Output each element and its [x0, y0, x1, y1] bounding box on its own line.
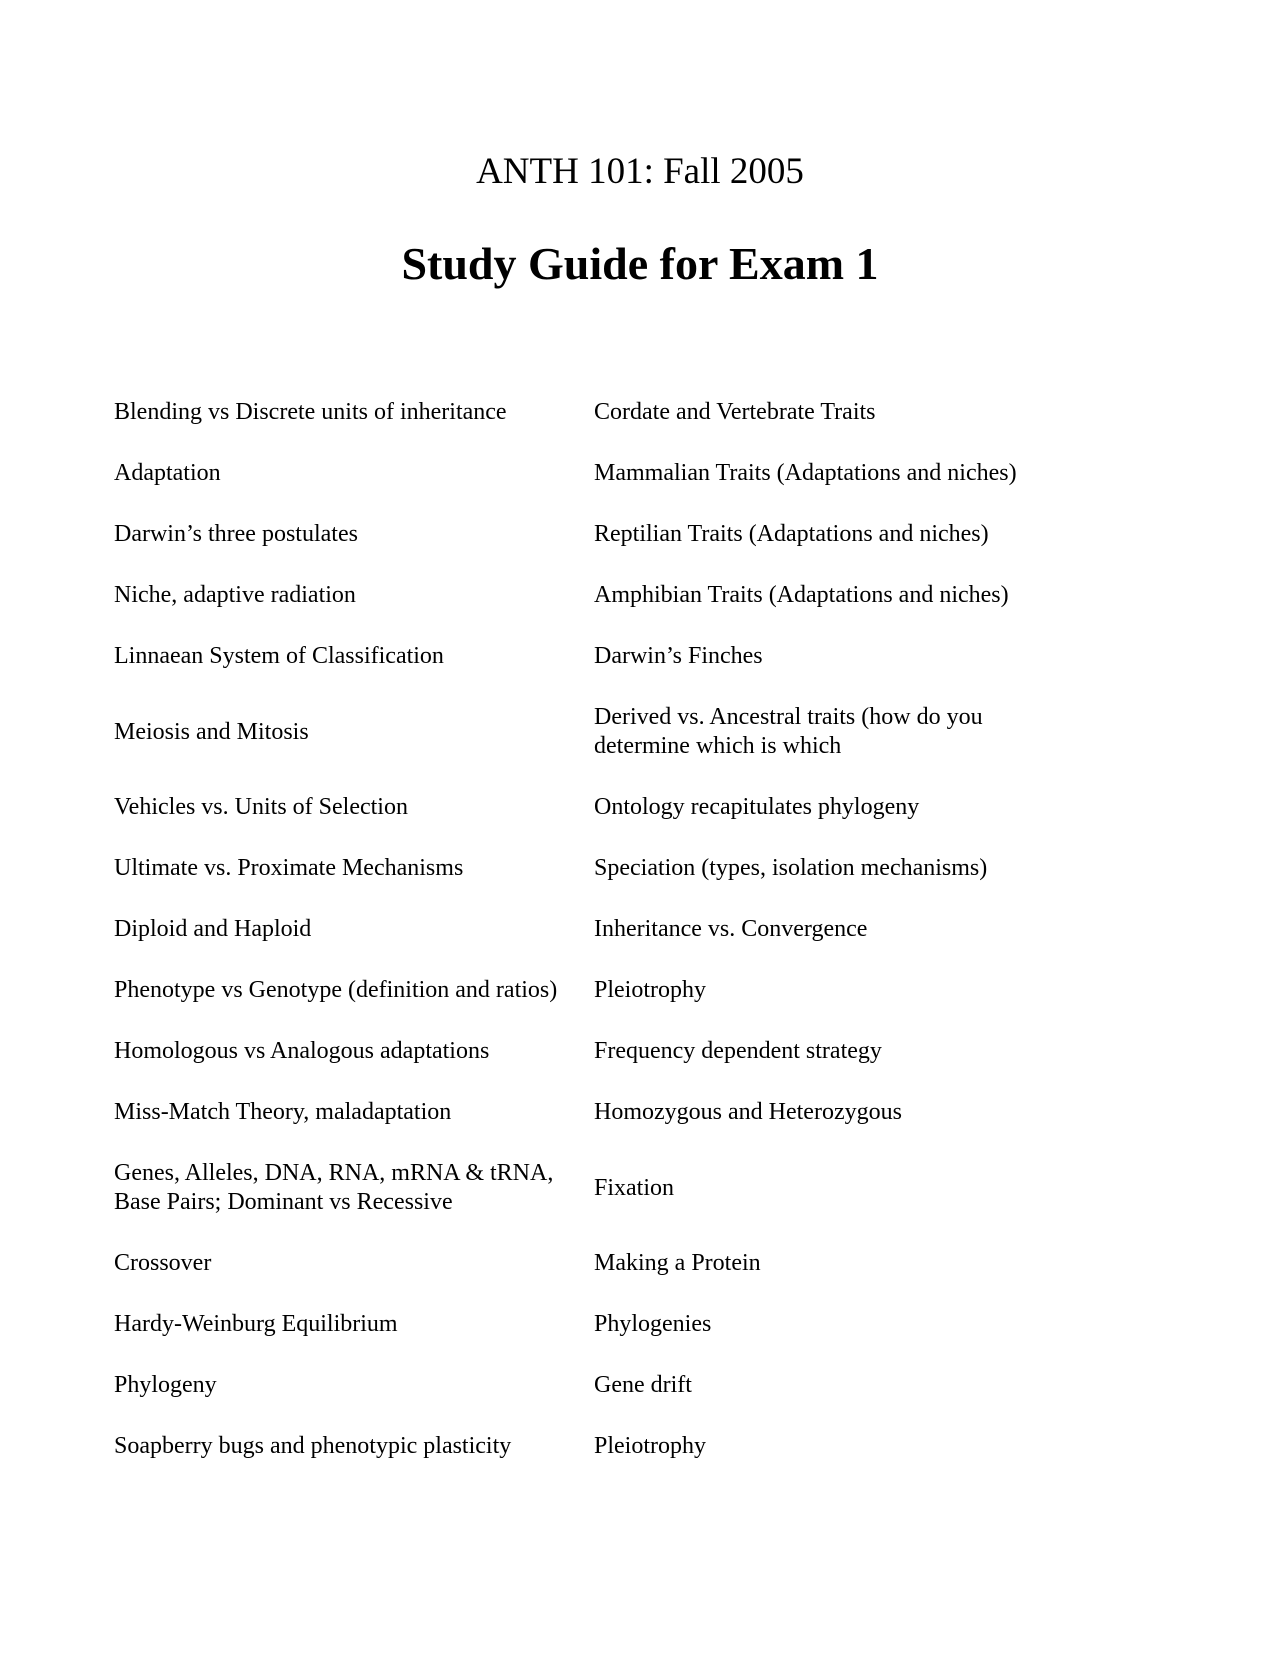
topic-left: Vehicles vs. Units of Selection	[114, 794, 408, 820]
topic-left: Phylogeny	[114, 1372, 217, 1398]
topic-left: Genes, Alleles, DNA, RNA, mRNA & tRNA, Base Pairs; Dominant vs Recessive	[114, 1160, 554, 1215]
table-row	[114, 854, 1074, 915]
table-row	[114, 1310, 1074, 1371]
topic-right: Amphibian Traits (Adaptations and niches)	[594, 582, 1009, 608]
table-row	[114, 1432, 1074, 1461]
topic-left: Crossover	[114, 1250, 212, 1276]
topic-left: Darwin’s three postulates	[114, 521, 358, 547]
topic-right: Making a Protein	[594, 1250, 761, 1276]
table-row	[114, 1371, 1074, 1432]
table-row	[114, 398, 1074, 459]
table-row	[114, 793, 1074, 854]
table-row	[114, 520, 1074, 581]
topic-right: Derived vs. Ancestral traits (how do you determine which is which	[594, 704, 983, 759]
table-row	[114, 703, 1074, 793]
topic-left: Homologous vs Analogous adaptations	[114, 1038, 490, 1064]
topic-right: Phylogenies	[594, 1311, 712, 1337]
topic-right: Pleiotrophy	[594, 1433, 706, 1459]
topic-left: Diploid and Haploid	[114, 916, 312, 942]
topic-right: Cordate and Vertebrate Traits	[594, 399, 876, 425]
topic-left: Linnaean System of Classification	[114, 643, 444, 669]
topic-right: Inheritance vs. Convergence	[594, 916, 868, 942]
table-row	[114, 1098, 1074, 1159]
topic-right: Darwin’s Finches	[594, 643, 763, 669]
page-title: Study Guide for Exam 1	[401, 238, 879, 289]
topic-left: Hardy-Weinburg Equilibrium	[114, 1311, 398, 1337]
topics-table-body	[114, 398, 1074, 1461]
topic-right: Ontology recapitulates phylogeny	[594, 794, 920, 820]
table-row	[114, 642, 1074, 703]
topic-right: Mammalian Traits (Adaptations and niches)	[594, 460, 1017, 486]
table-row	[114, 976, 1074, 1037]
topic-left: Blending vs Discrete units of inheritance	[114, 399, 507, 425]
topics-table	[114, 398, 1074, 1461]
topic-right: Reptilian Traits (Adaptations and niches)	[594, 521, 989, 547]
course-title: ANTH 101: Fall 2005	[476, 151, 804, 192]
topic-right: Frequency dependent strategy	[594, 1038, 882, 1064]
topic-left: Niche, adaptive radiation	[114, 582, 356, 608]
table-row	[114, 581, 1074, 642]
topic-left: Soapberry bugs and phenotypic plasticity	[114, 1433, 512, 1459]
table-row	[114, 1249, 1074, 1310]
table-row	[114, 1037, 1074, 1098]
topic-right: Speciation (types, isolation mechanisms)	[594, 855, 988, 881]
topic-left: Phenotype vs Genotype (definition and ratios)	[114, 977, 558, 1003]
topic-right: Pleiotrophy	[594, 977, 706, 1003]
topic-right: Fixation	[594, 1174, 675, 1201]
topic-right: Homozygous and Heterozygous	[594, 1099, 902, 1125]
topic-left: Adaptation	[114, 460, 221, 486]
table-row	[114, 915, 1074, 976]
topic-left: Miss-Match Theory, maladaptation	[114, 1099, 452, 1125]
table-row	[114, 1159, 1074, 1249]
table-row	[114, 459, 1074, 520]
topic-left: Ultimate vs. Proximate Mechanisms	[114, 855, 464, 881]
topic-right: Gene drift	[594, 1372, 692, 1398]
topic-left: Meiosis and Mitosis	[114, 718, 309, 745]
